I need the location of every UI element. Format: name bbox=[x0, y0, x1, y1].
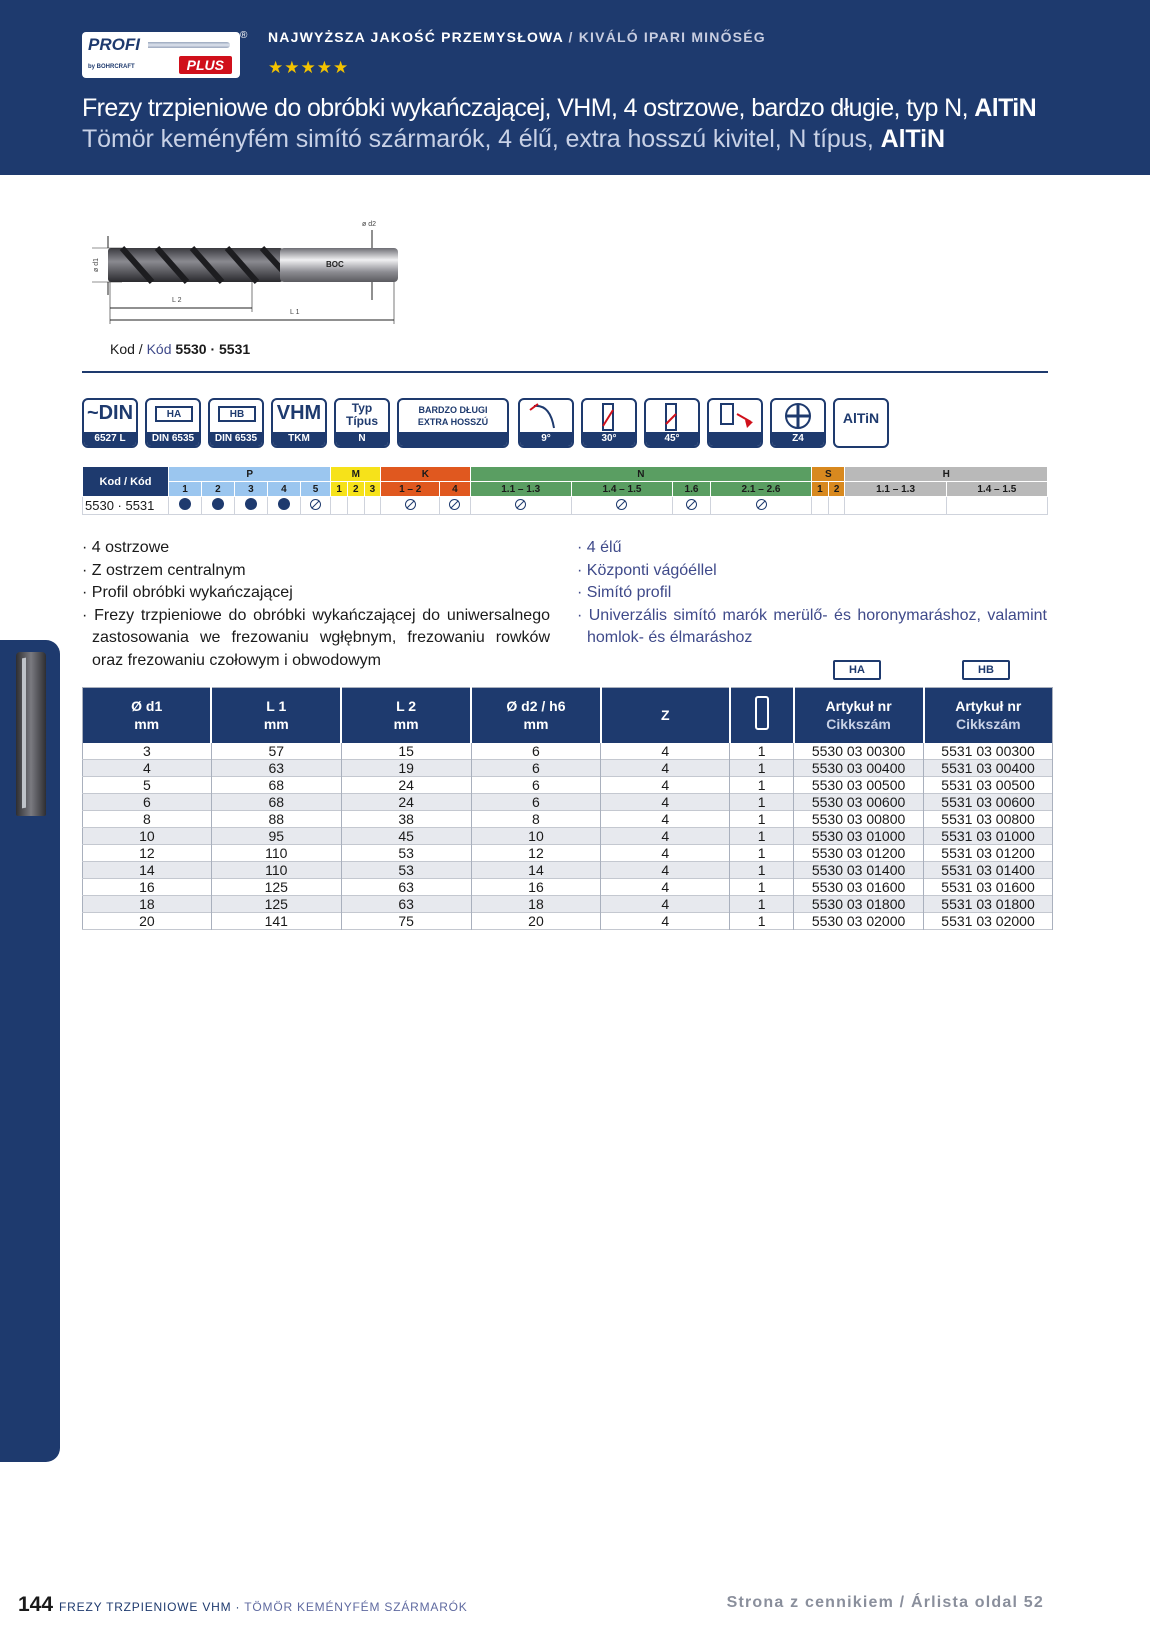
material-group-m: M bbox=[331, 467, 381, 482]
col-d1-unit: mm bbox=[134, 716, 160, 733]
table-cell: 5531 03 00400 bbox=[924, 759, 1053, 776]
feature-pl-1: · 4 ostrzowe bbox=[82, 539, 170, 556]
table-cell: 4 bbox=[601, 895, 730, 912]
rating-stars: ★★★★★ bbox=[268, 58, 350, 77]
table-cell: 24 bbox=[341, 776, 471, 793]
helix-9-label: 9° bbox=[520, 432, 572, 446]
feature-pl-4: · Frezy trzpieniowe do obróbki wykańczającej do uniwersalnego zastosowania we frezowaniu wgłębnym, frezowaniu rowków oraz frezowaniu czołowym i obwodowym bbox=[82, 606, 550, 669]
table-cell: 53 bbox=[341, 844, 471, 861]
table-cell: 4 bbox=[601, 759, 730, 776]
suitability-cell bbox=[710, 497, 811, 515]
end-mill-drawing bbox=[82, 220, 422, 335]
table-cell: 53 bbox=[341, 861, 471, 878]
table-cell: 1 bbox=[730, 844, 794, 861]
din-icon-top: ~DIN bbox=[86, 402, 134, 424]
helix-9-icon bbox=[518, 398, 574, 448]
logo-drill-graphic bbox=[148, 42, 230, 48]
material-subgroup: 2 bbox=[347, 482, 364, 497]
table-cell: 4 bbox=[601, 844, 730, 861]
table-cell: 18 bbox=[83, 895, 212, 912]
table-row bbox=[83, 810, 1053, 827]
l2-label: L 2 bbox=[172, 297, 182, 304]
footer-left bbox=[18, 1593, 468, 1617]
features-hu bbox=[577, 537, 1047, 650]
table-cell: 75 bbox=[341, 912, 471, 929]
table-cell: 1 bbox=[730, 759, 794, 776]
table-cell: 1 bbox=[730, 827, 794, 844]
col-d2-label: Ø d2 / h6 bbox=[506, 698, 566, 715]
col-d1 bbox=[83, 688, 212, 743]
z4-flutes-graphic bbox=[772, 400, 824, 432]
title-hu-text: Tömör keményfém simító szármarók, 4 élű, extra hosszú kivitel, N típus, bbox=[82, 125, 881, 153]
title-pl-coating: AlTiN bbox=[974, 94, 1037, 122]
extra-long-icon bbox=[397, 398, 509, 448]
table-cell: 5530 03 00600 bbox=[794, 793, 924, 810]
helix-45-label: 45° bbox=[646, 432, 698, 446]
col-article-5530 bbox=[794, 688, 924, 743]
material-suitability-table bbox=[82, 466, 1048, 515]
feature-hu-1: · 4 élű bbox=[577, 539, 622, 556]
col-l1-unit: mm bbox=[263, 716, 289, 733]
suitability-cell bbox=[828, 497, 845, 515]
material-subgroup: 3 bbox=[234, 482, 267, 497]
suitability-cell bbox=[946, 497, 1047, 515]
table-cell: 5531 03 01200 bbox=[924, 844, 1053, 861]
col-l2 bbox=[341, 688, 471, 743]
material-subgroup: 3 bbox=[364, 482, 381, 497]
suitability-cell bbox=[201, 497, 234, 515]
col-z bbox=[601, 688, 730, 743]
table-cell: 5530 03 01600 bbox=[794, 878, 924, 895]
suitable-limited-icon bbox=[449, 499, 460, 510]
table-cell: 4 bbox=[601, 827, 730, 844]
table-cell: 68 bbox=[211, 793, 341, 810]
ha-icon-bottom: DIN 6535 bbox=[147, 432, 199, 446]
registered-mark: ® bbox=[240, 30, 248, 41]
col-z-label: Z bbox=[661, 707, 670, 724]
page-header bbox=[0, 0, 1150, 175]
table-cell: 6 bbox=[471, 793, 601, 810]
table-cell: 5530 03 01800 bbox=[794, 895, 924, 912]
table-cell: 5530 03 00400 bbox=[794, 759, 924, 776]
helix-45-graphic bbox=[646, 400, 698, 432]
table-cell: 95 bbox=[211, 827, 341, 844]
helix-30-graphic bbox=[583, 400, 635, 432]
material-subgroup: 1.1 – 1.3 bbox=[470, 482, 571, 497]
product-code-line bbox=[110, 341, 250, 357]
side-chapter-tab bbox=[0, 640, 60, 1462]
table-cell: 1 bbox=[730, 776, 794, 793]
l1-label: L 1 bbox=[290, 309, 300, 316]
table-cell: 6 bbox=[471, 759, 601, 776]
logo-profi-text: PROFI bbox=[88, 35, 140, 54]
material-group-p: P bbox=[169, 467, 331, 482]
quality-pl: NAJWYŻSZA JAKOŚĆ PRZEMYSŁOWA bbox=[268, 29, 564, 45]
suitable-limited-icon bbox=[756, 499, 767, 510]
col-d2 bbox=[471, 688, 601, 743]
material-subgroup: 1 bbox=[812, 482, 829, 497]
material-subgroup: 4 bbox=[440, 482, 470, 497]
table-cell: 88 bbox=[211, 810, 341, 827]
quality-hu: KIVÁLÓ IPARI MINŐSÉG bbox=[578, 29, 766, 45]
vhm-icon-top: VHM bbox=[276, 402, 322, 424]
table-cell: 1 bbox=[730, 895, 794, 912]
suitability-cell bbox=[812, 497, 829, 515]
suitable-limited-icon bbox=[616, 499, 627, 510]
helix-45-icon bbox=[644, 398, 700, 448]
material-subgroup: 1.6 bbox=[673, 482, 711, 497]
helix-30-label: 30° bbox=[583, 432, 635, 446]
table-cell: 5530 03 01000 bbox=[794, 827, 924, 844]
table-cell: 18 bbox=[471, 895, 601, 912]
suitability-cell bbox=[267, 497, 300, 515]
article-table bbox=[82, 687, 1053, 930]
d1-label: ø d1 bbox=[93, 257, 100, 272]
table-cell: 5 bbox=[83, 776, 212, 793]
table-cell: 5530 03 00800 bbox=[794, 810, 924, 827]
table-cell: 1 bbox=[730, 861, 794, 878]
shank-brand: BOC bbox=[326, 260, 344, 269]
z4-label: Z4 bbox=[772, 432, 824, 446]
feature-pl-3: · Profil obróbki wykańczającej bbox=[82, 584, 293, 601]
table-cell: 4 bbox=[601, 878, 730, 895]
table-cell: 1 bbox=[730, 878, 794, 895]
hb-icon-bottom: DIN 6535 bbox=[210, 432, 262, 446]
table-row bbox=[83, 861, 1053, 878]
section-divider bbox=[82, 371, 1048, 373]
table-row bbox=[83, 743, 1053, 760]
col-article-5531-hu: Cikkszám bbox=[955, 716, 1021, 733]
material-subgroup: 1 – 2 bbox=[381, 482, 440, 497]
table-cell: 5531 03 00600 bbox=[924, 793, 1053, 810]
ha-icon-top: HA bbox=[155, 406, 193, 422]
page-number: 144 bbox=[18, 1593, 54, 1616]
col-article-5530-pl: Artykuł nr bbox=[825, 698, 892, 715]
suitability-cell bbox=[381, 497, 440, 515]
footer-section-pl: FREZY TRZPIENIOWE VHM · bbox=[59, 1600, 245, 1614]
din-icon-bottom: 6527 L bbox=[84, 432, 136, 446]
profi-plus-logo bbox=[82, 32, 240, 78]
table-cell: 24 bbox=[341, 793, 471, 810]
table-row bbox=[83, 759, 1053, 776]
logo-by-text: by BOHRCRAFT bbox=[88, 64, 135, 70]
table-cell: 4 bbox=[83, 759, 212, 776]
table-row bbox=[83, 912, 1053, 929]
table-cell: 4 bbox=[601, 810, 730, 827]
type-icon-bottom: N bbox=[336, 432, 388, 446]
vhm-material-icon bbox=[271, 398, 327, 448]
table-cell: 125 bbox=[211, 895, 341, 912]
price-list-reference: Strona z cennikiem / Árlista oldal 52 bbox=[726, 1594, 1044, 1611]
material-subgroup: 2 bbox=[201, 482, 234, 497]
suitable-full-icon bbox=[278, 498, 290, 510]
suitable-limited-icon bbox=[405, 499, 416, 510]
table-cell: 4 bbox=[601, 912, 730, 929]
material-subgroup: 2 bbox=[828, 482, 845, 497]
suitability-cell bbox=[331, 497, 348, 515]
material-subgroup: 1 bbox=[169, 482, 202, 497]
table-cell: 6 bbox=[471, 743, 601, 760]
page-title-hu bbox=[82, 125, 945, 154]
suitable-full-icon bbox=[212, 498, 224, 510]
suitable-limited-icon bbox=[686, 499, 697, 510]
material-subgroup: 1.4 – 1.5 bbox=[946, 482, 1047, 497]
article-table-header bbox=[83, 688, 1053, 743]
material-subgroup: 1 bbox=[331, 482, 348, 497]
din-6527l-icon bbox=[82, 398, 138, 448]
suitability-cell bbox=[571, 497, 672, 515]
footer-section bbox=[59, 1600, 468, 1614]
table-cell: 1 bbox=[730, 793, 794, 810]
material-row-code: 5530 · 5531 bbox=[83, 497, 169, 515]
vhm-icon-bottom: TKM bbox=[273, 432, 325, 446]
material-group-h: H bbox=[845, 467, 1048, 482]
type-icon-top: Typ Típus bbox=[346, 401, 378, 428]
features-pl bbox=[82, 537, 550, 672]
helix-30-icon bbox=[581, 398, 637, 448]
quality-sep: / bbox=[563, 29, 579, 45]
suitability-cell bbox=[364, 497, 381, 515]
table-cell: 5531 03 00500 bbox=[924, 776, 1053, 793]
table-cell: 20 bbox=[471, 912, 601, 929]
table-cell: 10 bbox=[83, 827, 212, 844]
table-cell: 57 bbox=[211, 743, 341, 760]
extra-long-icon-bar bbox=[399, 432, 507, 446]
suitability-cell bbox=[347, 497, 364, 515]
page-title-pl bbox=[82, 94, 1036, 123]
feature-pl-2: · Z ostrzem centralnym bbox=[82, 561, 246, 579]
title-pl-text: Frezy trzpieniowe do obróbki wykańczającej, VHM, 4 ostrzowe, bardzo długie, typ N, bbox=[82, 94, 975, 122]
table-cell: 5530 03 01400 bbox=[794, 861, 924, 878]
pack-quantity-icon bbox=[755, 696, 769, 730]
table-cell: 5531 03 01600 bbox=[924, 878, 1053, 895]
quality-line bbox=[268, 29, 766, 45]
material-subgroup: 4 bbox=[267, 482, 300, 497]
table-cell: 68 bbox=[211, 776, 341, 793]
table-cell: 5531 03 01800 bbox=[924, 895, 1053, 912]
material-subgroup: 2.1 – 2.6 bbox=[710, 482, 811, 497]
logo-plus-text: PLUS bbox=[179, 56, 232, 74]
product-codes: 5530 · 5531 bbox=[171, 341, 251, 357]
suitable-full-icon bbox=[179, 498, 191, 510]
table-cell: 6 bbox=[471, 776, 601, 793]
table-cell: 5530 03 00300 bbox=[794, 743, 924, 760]
material-group-s: S bbox=[812, 467, 845, 482]
table-row bbox=[83, 895, 1053, 912]
suitability-cell bbox=[234, 497, 267, 515]
col-pack bbox=[730, 688, 794, 743]
table-cell: 16 bbox=[471, 878, 601, 895]
table-cell: 20 bbox=[83, 912, 212, 929]
table-cell: 14 bbox=[83, 861, 212, 878]
table-cell: 5530 03 01200 bbox=[794, 844, 924, 861]
table-cell: 3 bbox=[83, 743, 212, 760]
table-cell: 4 bbox=[601, 776, 730, 793]
kod-hu: Kód bbox=[146, 341, 172, 357]
col-l2-unit: mm bbox=[393, 716, 419, 733]
material-code-header: Kod / Kód bbox=[83, 467, 169, 497]
table-cell: 5530 03 00500 bbox=[794, 776, 924, 793]
table-cell: 63 bbox=[341, 878, 471, 895]
material-subgroup: 5 bbox=[300, 482, 330, 497]
table-cell: 19 bbox=[341, 759, 471, 776]
hb-shank-icon bbox=[208, 398, 264, 448]
suitable-limited-icon bbox=[515, 499, 526, 510]
table-cell: 5531 03 00800 bbox=[924, 810, 1053, 827]
extra-long-icon-text: BARDZO DŁUGI EXTRA HOSSZÚ bbox=[417, 405, 489, 427]
table-cell: 8 bbox=[471, 810, 601, 827]
hb-shank-tag: HB bbox=[962, 660, 1010, 680]
col-article-5531 bbox=[924, 688, 1053, 743]
material-group-n: N bbox=[470, 467, 812, 482]
table-cell: 125 bbox=[211, 878, 341, 895]
table-row bbox=[83, 878, 1053, 895]
table-cell: 45 bbox=[341, 827, 471, 844]
table-row bbox=[83, 776, 1053, 793]
col-l2-label: L 2 bbox=[396, 698, 417, 715]
table-cell: 6 bbox=[83, 793, 212, 810]
material-group-k: K bbox=[381, 467, 470, 482]
table-cell: 1 bbox=[730, 810, 794, 827]
col-l1-label: L 1 bbox=[266, 698, 287, 715]
feature-hu-2: · Központi vágóéllel bbox=[577, 561, 717, 579]
table-row bbox=[83, 844, 1053, 861]
feature-hu-3: · Simító profil bbox=[577, 584, 672, 601]
table-cell: 110 bbox=[211, 861, 341, 878]
milling-direction-graphic bbox=[709, 400, 761, 432]
title-hu-coating: AlTiN bbox=[880, 125, 945, 153]
footer-section-hu: TÖMÖR KEMÉNYFÉM SZÁRMARÓK bbox=[244, 1600, 468, 1614]
milling-direction-icon bbox=[707, 398, 763, 448]
table-cell: 5531 03 01000 bbox=[924, 827, 1053, 844]
table-cell: 5531 03 00300 bbox=[924, 743, 1053, 760]
suitability-cell bbox=[470, 497, 571, 515]
side-tool-image bbox=[16, 652, 46, 816]
table-cell: 1 bbox=[730, 912, 794, 929]
table-cell: 4 bbox=[601, 793, 730, 810]
suitability-cell bbox=[673, 497, 711, 515]
table-cell: 63 bbox=[341, 895, 471, 912]
table-cell: 10 bbox=[471, 827, 601, 844]
table-cell: 8 bbox=[83, 810, 212, 827]
table-cell: 5531 03 01400 bbox=[924, 861, 1053, 878]
table-cell: 38 bbox=[341, 810, 471, 827]
altin-icon-text: AlTiN bbox=[842, 410, 880, 426]
ha-shank-tag: HA bbox=[833, 660, 881, 680]
material-row bbox=[83, 497, 1048, 515]
table-cell: 5530 03 02000 bbox=[794, 912, 924, 929]
suitable-full-icon bbox=[245, 498, 257, 510]
table-cell: 110 bbox=[211, 844, 341, 861]
col-d1-label: Ø d1 bbox=[131, 698, 163, 715]
kod-pl: Kod / bbox=[110, 341, 147, 357]
table-cell: 16 bbox=[83, 878, 212, 895]
type-n-icon bbox=[334, 398, 390, 448]
table-cell: 4 bbox=[601, 743, 730, 760]
suitability-cell bbox=[169, 497, 202, 515]
table-cell: 12 bbox=[471, 844, 601, 861]
ha-shank-icon bbox=[145, 398, 201, 448]
suitability-cell bbox=[300, 497, 330, 515]
z4-flutes-icon bbox=[770, 398, 826, 448]
table-cell: 4 bbox=[601, 861, 730, 878]
hb-icon-top: HB bbox=[218, 406, 256, 422]
table-cell: 15 bbox=[341, 743, 471, 760]
altin-coating-icon bbox=[833, 398, 889, 448]
helix-9-graphic bbox=[520, 400, 572, 432]
feature-hu-4: · Univerzális simító marók merülő- és horonymaráshoz, valamint homlok- és élmaráshoz bbox=[577, 606, 1047, 646]
table-cell: 63 bbox=[211, 759, 341, 776]
suitable-limited-icon bbox=[310, 499, 321, 510]
col-d2-unit: mm bbox=[523, 716, 549, 733]
table-cell: 1 bbox=[730, 743, 794, 760]
milling-direction-bar bbox=[709, 432, 761, 446]
table-cell: 141 bbox=[211, 912, 341, 929]
d2-label: ø d2 bbox=[362, 221, 377, 228]
material-subgroup: 1.1 – 1.3 bbox=[845, 482, 946, 497]
col-l1 bbox=[211, 688, 341, 743]
table-row bbox=[83, 827, 1053, 844]
col-article-5531-pl: Artykuł nr bbox=[955, 698, 1022, 715]
table-cell: 12 bbox=[83, 844, 212, 861]
suitability-cell bbox=[845, 497, 946, 515]
suitability-cell bbox=[440, 497, 470, 515]
table-cell: 14 bbox=[471, 861, 601, 878]
material-subgroup: 1.4 – 1.5 bbox=[571, 482, 672, 497]
table-cell: 5531 03 02000 bbox=[924, 912, 1053, 929]
table-row bbox=[83, 793, 1053, 810]
col-article-5530-hu: Cikkszám bbox=[826, 716, 891, 733]
